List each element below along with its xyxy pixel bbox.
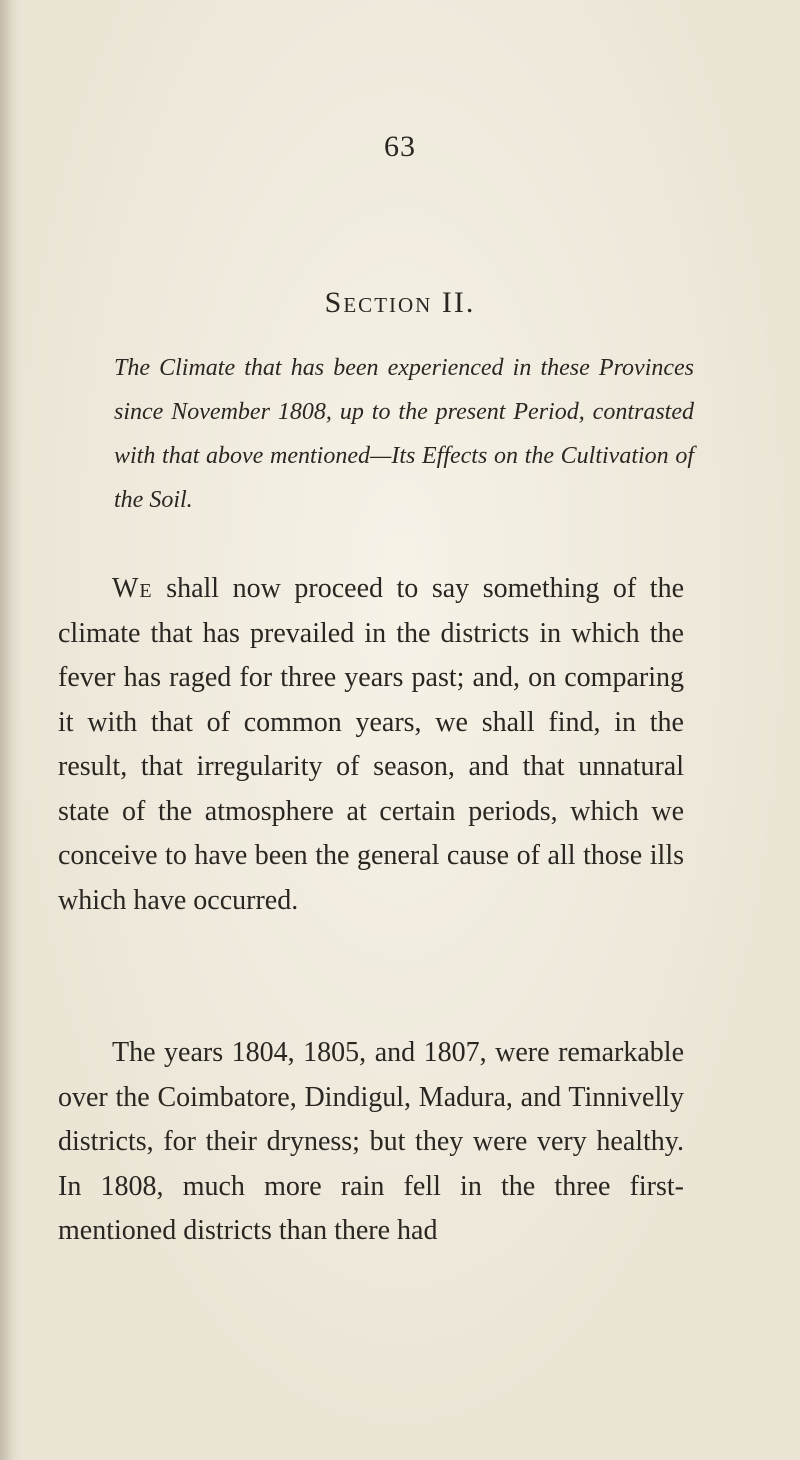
- section-heading: Section II.: [324, 286, 476, 319]
- section-summary: The Climate that has been experienced in these Provinces since November 1808, up to the present Period, contrasted with that above mentioned—Its Effects on the Cultivation of the Soil.: [114, 355, 694, 513]
- paragraph-1-text: shall now proceed to say something of the climate that has prevailed in the districts in which the fever has raged for three years past; and, on comparing it with that of common years, we shall find, in the result, that irregularity of season, and that unnatural state of the atmosphere at certain periods, which we conceive to have been the general cause of all those ills which have occurred.: [58, 573, 684, 916]
- body-paragraph-2: The years 1804, 1805, and 1807, were remarkable over the Coimbatore, Dindigul, Madura, and Tinnivelly districts, for their dryness; but they were very healthy. In 1808, much more rain fell in the three first-mentioned districts than there had: [58, 1037, 684, 1246]
- body-paragraph-1: [58, 567, 684, 923]
- page-gutter-shadow: [0, 0, 22, 1460]
- paragraph-lead-word: We: [112, 573, 153, 604]
- page-number: 63: [384, 130, 416, 163]
